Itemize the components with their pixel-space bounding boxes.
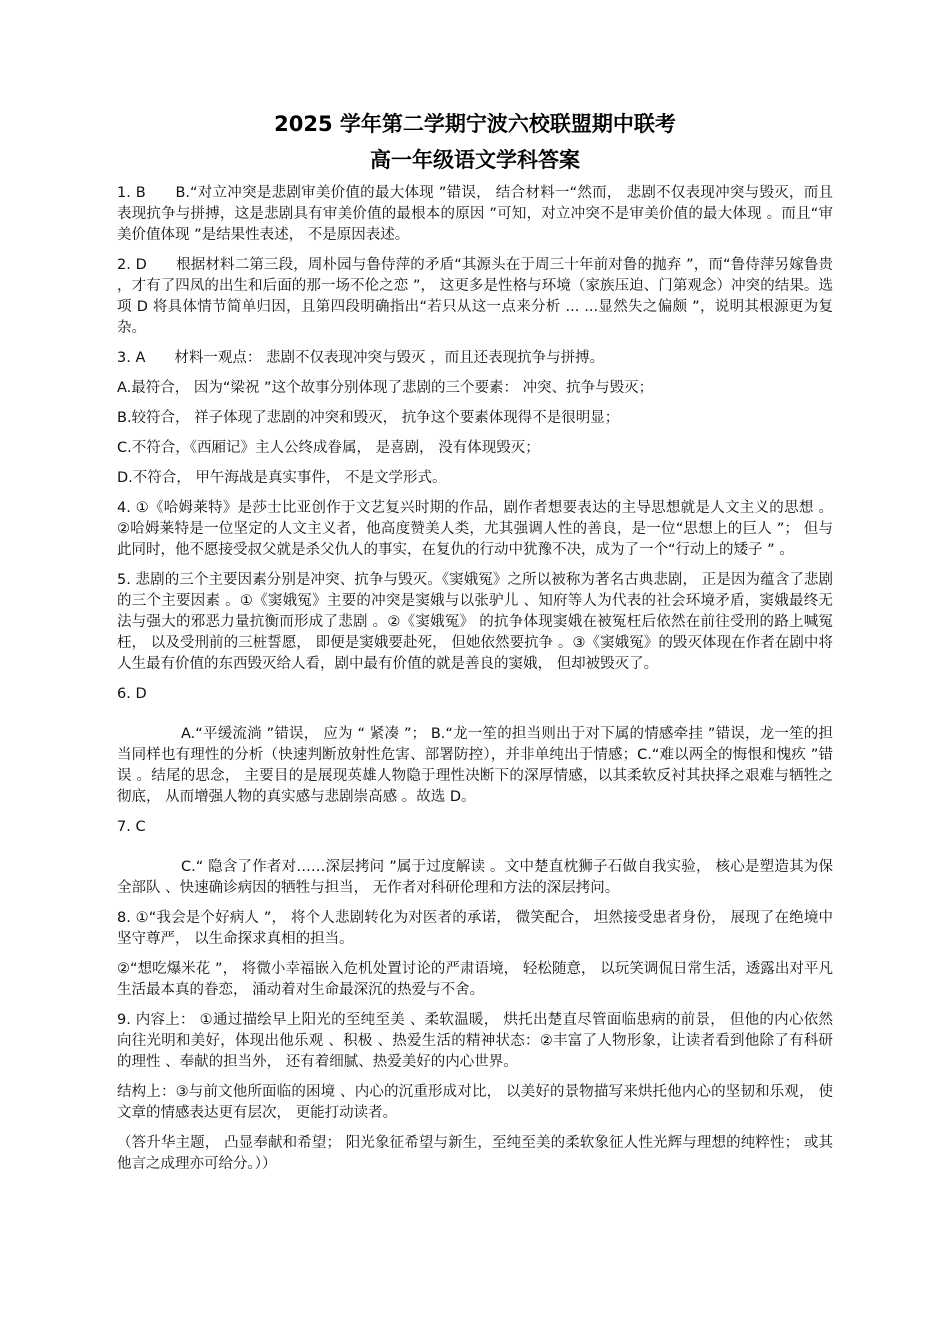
answer-3-option-c: C.不符合，《西厢记》主人公终成眷属， 是喜剧， 没有体现毁灭； xyxy=(117,440,540,456)
answer-3-head: 3. A 材料一观点： 悲剧不仅表现冲突与毁灭 ，而且还表现抗争与拼搏。 xyxy=(117,350,605,366)
answer-7-label: 7. C xyxy=(117,819,146,835)
document-title: 2025 学年第二学期宁波六校联盟期中联考 xyxy=(274,112,676,136)
answer-2: 2. D 根据材料二第三段，周朴园与鲁侍萍的矛盾“其源头在于周三十年前对鲁的抛弃 ”，而“鲁侍萍另嫁鲁贵 ，才有了四凤的出生和后面的那一场不伦之恋 ”， 这更多是性格与环境（家族压迫、门第观念）冲突的结果。选项 D 将具体情节简单归因，且第四段明确指出“若只从这一点来分析 ... ...显然失之偏颇 ”，说明其根源更为复杂。 xyxy=(117,257,833,336)
answer-8-part-2: ②“想吃爆米花 ”， 将微小幸福嵌入危机处置讨论的严肃语境， 轻松随意， 以玩笑调侃日常生活，透露出对平凡生活最本真的眷恋， 涌动着对生命最深沉的热爱与不舍。 xyxy=(117,961,833,998)
answer-1: 1. B B.“对立冲突是悲剧审美价值的最大体现 ”错误， 结合材料一“然而， 悲剧不仅表现冲突与毁灭，而且表现抗争与拼搏，这是悲剧具有审美价值的最根本的原因 ”可知，对立冲突不是审美价值的最大体现 。而且“审美价值体现 ”是结果性表述， 不是原因表述。 xyxy=(117,185,833,243)
answer-7-body: C.“ 隐含了作者对……深层拷问 ”属于过度解读 。文中楚直枕狮子石做自我实验， 核心是塑造其为保全部队 、快速确诊病因的牺牲与担当， 无作者对科研伦理和方法的深层拷问。 xyxy=(117,859,833,896)
document-subtitle: 高一年级语文学科答案 xyxy=(370,148,580,172)
answer-4: 4. ①《哈姆莱特》是莎士比亚创作于文艺复兴时期的作品，剧作者想要表达的主导思想就是人文主义的思想 。②哈姆莱特是一位坚定的人文主义者，他高度赞美人类，尤其强调人性的善良，是一位“思想上的巨人 ”； 但与此同时，他不愿接受叔父就是杀父仇人的事实，在复仇的行动中犹豫不决，成为了一个“行动上的矮子 ” 。 xyxy=(117,500,833,558)
answer-8-part-1: 8. ①“我会是个好病人 ”， 将个人悲剧转化为对医者的承诺， 微笑配合， 坦然接受患者身份， 展现了在绝境中坚守尊严， 以生命探求真相的担当。 xyxy=(117,910,833,947)
answer-9-note: （答升华主题， 凸显奉献和希望； 阳光象征希望与新生，至纯至美的柔软象征人性光辉与理想的纯粹性； 或其他言之成理亦可给分。）） xyxy=(117,1135,833,1172)
answer-9-content: 9. 内容上： ①通过描绘早上阳光的至纯至美 、柔软温暖， 烘托出楚直尽管面临患病的前景， 但他的内心依然向往光明和美好，体现出他乐观 、积极 、热爱生活的精神状态：②丰富了人物形象，让读者看到他除了有科研的理性 、奉献的担当外， 还有着细腻、热爱美好的内心世界。 xyxy=(117,1012,833,1070)
answer-9-structure: 结构上：③与前文他所面临的困境 、内心的沉重形成对比， 以美好的景物描写来烘托他内心的坚韧和乐观， 使文章的情感表达更有层次， 更能打动读者。 xyxy=(117,1084,833,1121)
answer-6-body: A.“平缓流淌 ”错误， 应为 “ 紧凑 ”； B.“龙一笙的担当则出于对下属的情感牵挂 ”错误，龙一笙的担当同样也有理性的分析（快速判断放射性危害、部署防控），并非单纯出于情感；C.“难以两全的悔恨和愧疚 ”错误 。结尾的思念， 主要目的是展现英雄人物隐于理性决断下的深厚情感，以其柔软反衬其抉择之艰难与牺牲之彻底， 从而增强人物的真实感与悲剧崇高感 。故选 D。 xyxy=(117,726,833,805)
answer-5: 5. 悲剧的三个主要因素分别是冲突、抗争与毁灭。《窦娥冤》之所以被称为著名古典悲剧， 正是因为蕴含了悲剧的三个主要因素 。①《窦娥冤》主要的冲突是窦娥与以张驴儿 、知府等人为代表的社会环境矛盾，窦娥最终无法与强大的邪恶力量抗衡而形成了悲剧 。②《窦娥冤》 的抗争体现窦娥在被冤枉后依然在前往受刑的路上喊冤枉， 以及受刑前的三桩誓愿， 即便是窦娥要赴死， 但她依然要抗争 。③《窦娥冤》的毁灭体现在作者在剧中将人生最有价值的东西毁灭给人看，剧中最有价值的就是善良的窦娥， 但却被毁灭了。 xyxy=(117,572,833,672)
answer-body xyxy=(117,183,833,1184)
answer-3-option-a: A.最符合， 因为“梁祝 ”这个故事分别体现了悲剧的三个要素： 冲突、抗争与毁灭； xyxy=(117,380,654,396)
answer-3-option-d: D.不符合， 甲午海战是真实事件， 不是文学形式。 xyxy=(117,470,447,486)
answer-3-option-b: B.较符合， 祥子体现了悲剧的冲突和毁灭， 抗争这个要素体现得不是很明显； xyxy=(117,410,620,426)
answer-6-label: 6. D xyxy=(117,686,147,702)
